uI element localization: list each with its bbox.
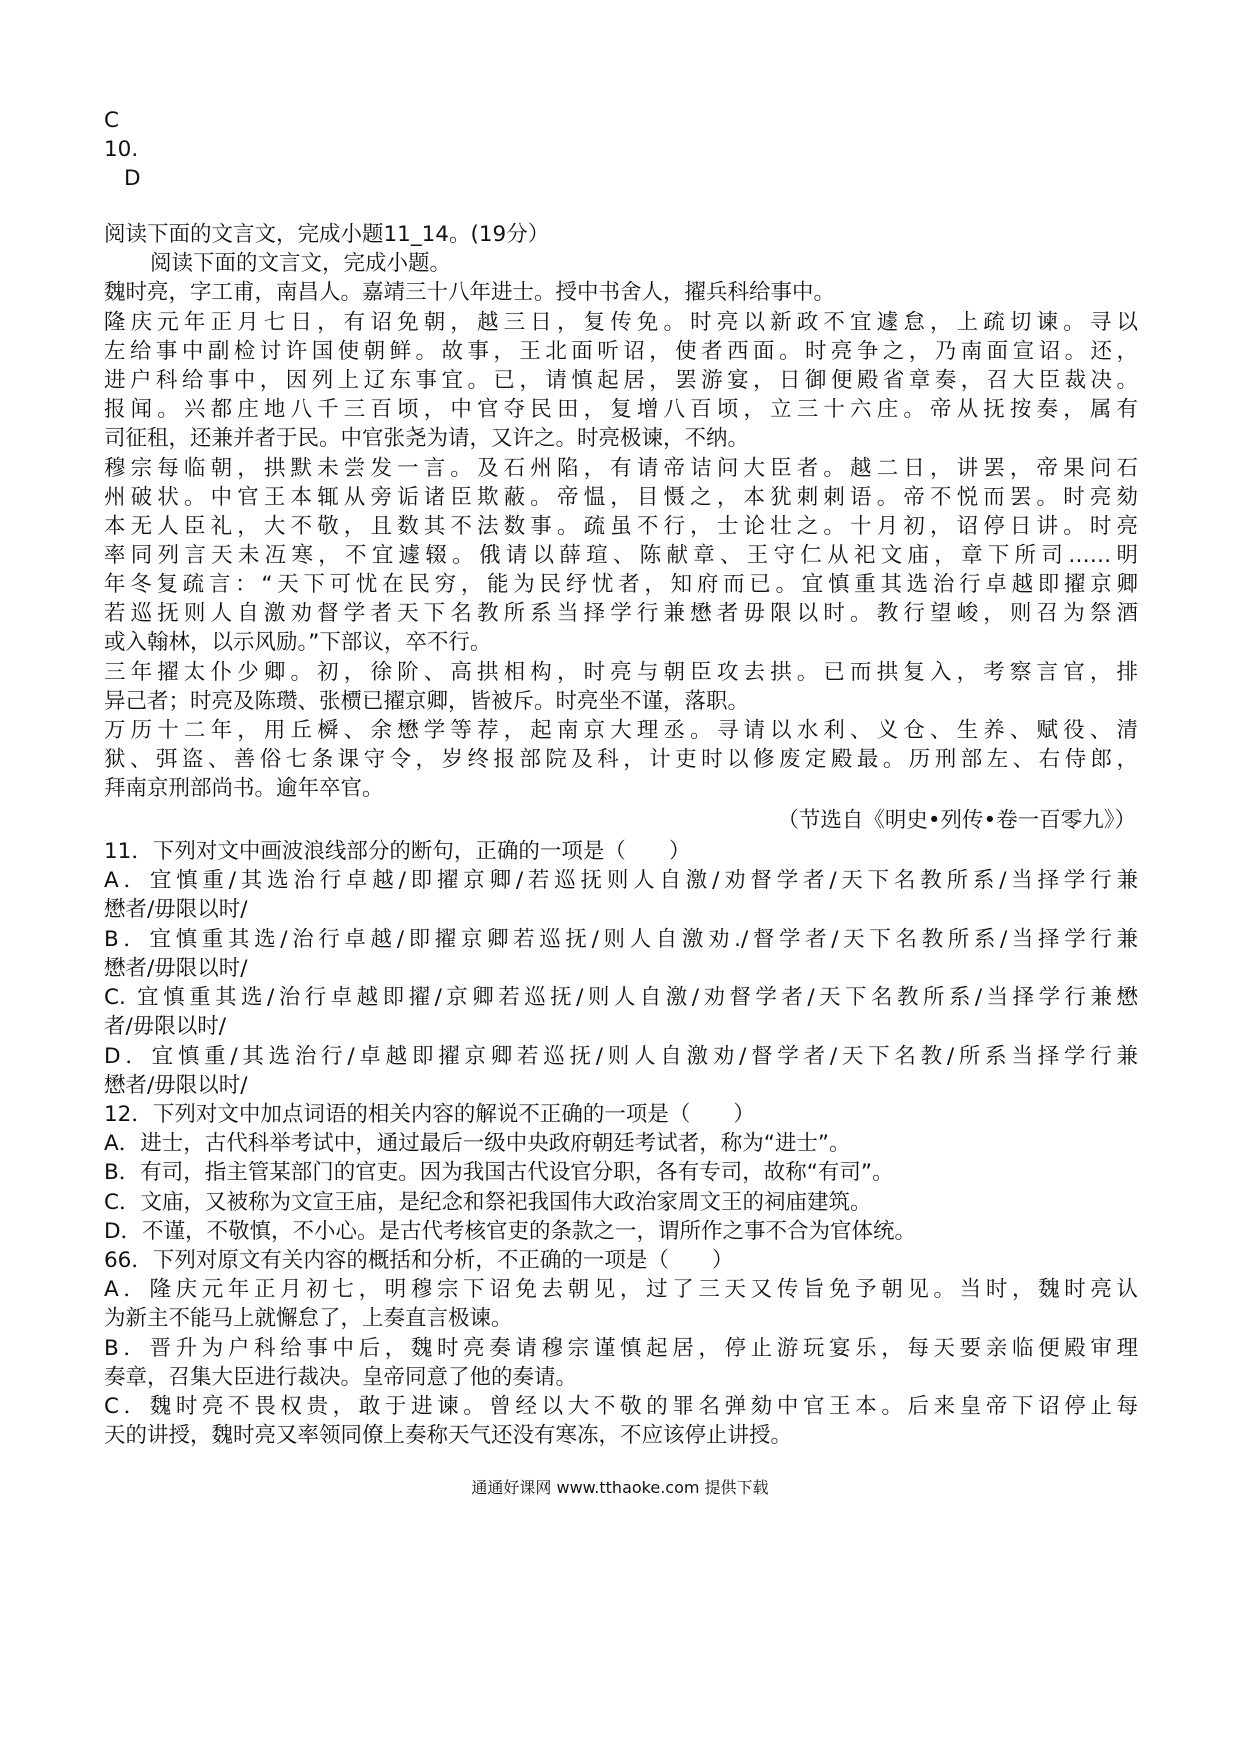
passage-line: 年冬复疏言：“天下可忧在民穷，能为民纾忧者，知府而已。宜慎重其选治行卓越即擢京卿: [104, 572, 1138, 597]
question-11-option-c: C. 宜慎重其选/治行卓越即擢/京卿若巡抚/则人自激/劝督学者/天下名教所系/当择学行兼懋: [104, 985, 1138, 1010]
passage-line: 司征租，还兼并者于民。中官张尧为请，又许之。时亮极谏，不纳。: [104, 426, 750, 451]
passage-line: 异己者；时亮及陈瓒、张槚已擢京卿，皆被斥。时亮坐不谨，落职。: [104, 689, 750, 714]
answer-9: C: [104, 108, 120, 133]
passage-paragraph-1: 魏时亮，字工甫，南昌人。嘉靖三十八年进士。授中书舍人，擢兵科给事中。: [104, 280, 836, 305]
passage-line: 拜南京刑部尚书。逾年卒官。: [104, 776, 384, 801]
passage-line: 三年擢太仆少卿。初，徐阶、高拱相构，时亮与朝臣攻去拱。已而拱复入，考察言官，排: [104, 660, 1138, 685]
question-66-option-a: 为新主不能马上就懈怠了，上奏直言极谏。: [104, 1306, 513, 1331]
passage-line: 隆庆元年正月七日，有诏免朝，越三日，复传免。时亮以新政不宜遽怠，上疏切谏。寻以: [104, 310, 1138, 335]
passage-line: 若巡抚则人自激劝督学者天下名教所系当择学行兼懋者毋限以时。教行望峻，则召为祭酒: [104, 601, 1138, 626]
passage-line: 进户科给事中，因列上辽东事宜。已，请慎起居，罢游宴，日御便殿省章奏，召大臣裁决。: [104, 368, 1138, 393]
passage-line: 或入翰林，以示风励。”下部议，卒不行。: [104, 630, 492, 655]
passage-line: 狱、弭盗、善俗七条课守令，岁终报部院及科，计吏时以修废定殿最。历刑部左、右侍郎，: [104, 747, 1138, 772]
question-12-option-d: D．不谨，不敬慎，不小心。是古代考核官吏的条款之一，谓所作之事不合为官体统。: [104, 1219, 917, 1244]
question-66-option-a: A．隆庆元年正月初七，明穆宗下诏免去朝见，过了三天又传旨免予朝见。当时，魏时亮认: [104, 1277, 1138, 1302]
question-11-option-d: D．宜慎重/其选治行/卓越即擢京卿若巡抚/则人自激劝/督学者/天下名教/所系当择学行兼: [104, 1044, 1138, 1069]
passage-line: 州破状。中官王本辄从旁诟诸臣欺蔽。帝愠，目慑之，本犹刺刺语。帝不悦而罢。时亮劾: [104, 485, 1138, 510]
question-12-option-a: A．进士，古代科举考试中，通过最后一级中央政府朝廷考试者，称为“进士”。: [104, 1131, 851, 1156]
question-66-option-c: C．魏时亮不畏权贵，敢于进谏。曾经以大不敬的罪名弹劾中官王本。后来皇帝下诏停止每: [104, 1394, 1138, 1419]
passage-line: 本无人臣礼，大不敬，且数其不法数事。疏虽不行，士论壮之。十月初，诏停日讲。时亮: [104, 514, 1138, 539]
section-header: 阅读下面的文言文，完成小题11_14。(19分）: [104, 222, 550, 247]
question-12-option-b: B．有司，指主管某部门的官吏。因为我国古代设官分职，各有专司，故称“有司”。: [104, 1160, 894, 1185]
passage-line: 穆宗每临朝，拱默未尝发一言。及石州陷，有请帝诘问大臣者。越二日，讲罢，帝果问石: [104, 456, 1138, 481]
question-66-option-b: B．晋升为户科给事中后，魏时亮奏请穆宗谨慎起居，停止游玩宴乐，每天要亲临便殿审理: [104, 1336, 1138, 1361]
question-66-stem: 66．下列对原文有关内容的概括和分析，不正确的一项是（ ）: [104, 1248, 734, 1273]
passage-line: 率同列言天未冱寒，不宜遽辍。俄请以薛瑄、陈献章、王守仁从祀文庙，章下所司……明: [104, 543, 1138, 568]
question-12-stem: 12．下列对文中加点词语的相关内容的解说不正确的一项是（ ）: [104, 1102, 755, 1127]
passage-source: （节选自《明史•列传•卷一百零九》）: [777, 808, 1136, 833]
question-12-option-c: C．文庙，又被称为文宣王庙，是纪念和祭祀我国伟大政治家周文王的祠庙建筑。: [104, 1190, 872, 1215]
passage-line: 左给事中副检讨许国使朝鲜。故事，王北面听诏，使者西面。时亮争之，乃南面宣诏。还，: [104, 339, 1138, 364]
question-66-option-c: 天的讲授，魏时亮又率领同僚上奏称天气还没有寒冻，不应该停止讲授。: [104, 1423, 793, 1448]
question-10-number: 10.: [104, 137, 139, 162]
question-11-option-a: A．宜慎重/其选治行卓越/即擢京卿/若巡抚则人自激/劝督学者/天下名教所系/当择学行兼: [104, 868, 1138, 893]
question-11-option-d: 懋者/毋限以时/: [104, 1073, 248, 1098]
question-11-option-a: 懋者/毋限以时/: [104, 897, 248, 922]
question-66-option-b: 奏章，召集大臣进行裁决。皇帝同意了他的奏请。: [104, 1365, 578, 1390]
question-11-option-b: 懋者/毋限以时/: [104, 956, 248, 981]
question-11-option-c: 者/毋限以时/: [104, 1014, 226, 1039]
question-11-option-b: B．宜慎重其选/治行卓越/即擢京卿若巡抚/则人自激劝./督学者/天下名教所系/当择学行兼: [104, 927, 1138, 952]
question-11-stem: 11．下列对文中画波浪线部分的断句，正确的一项是（ ）: [104, 839, 691, 864]
page-footer: 通通好课网 www.tthaoke.com 提供下载: [471, 1478, 769, 1497]
passage-line: 报闻。兴都庄地八千三百顷，中官夺民田，复增八百顷，立三十六庄。帝从抚按奏，属有: [104, 397, 1138, 422]
section-subheader: 阅读下面的文言文，完成小题。: [150, 251, 452, 276]
answer-10: D: [124, 166, 141, 191]
passage-line: 万历十二年，用丘橓、余懋学等荐，起南京大理丞。寻请以水利、义仓、生养、赋役、清: [104, 718, 1138, 743]
